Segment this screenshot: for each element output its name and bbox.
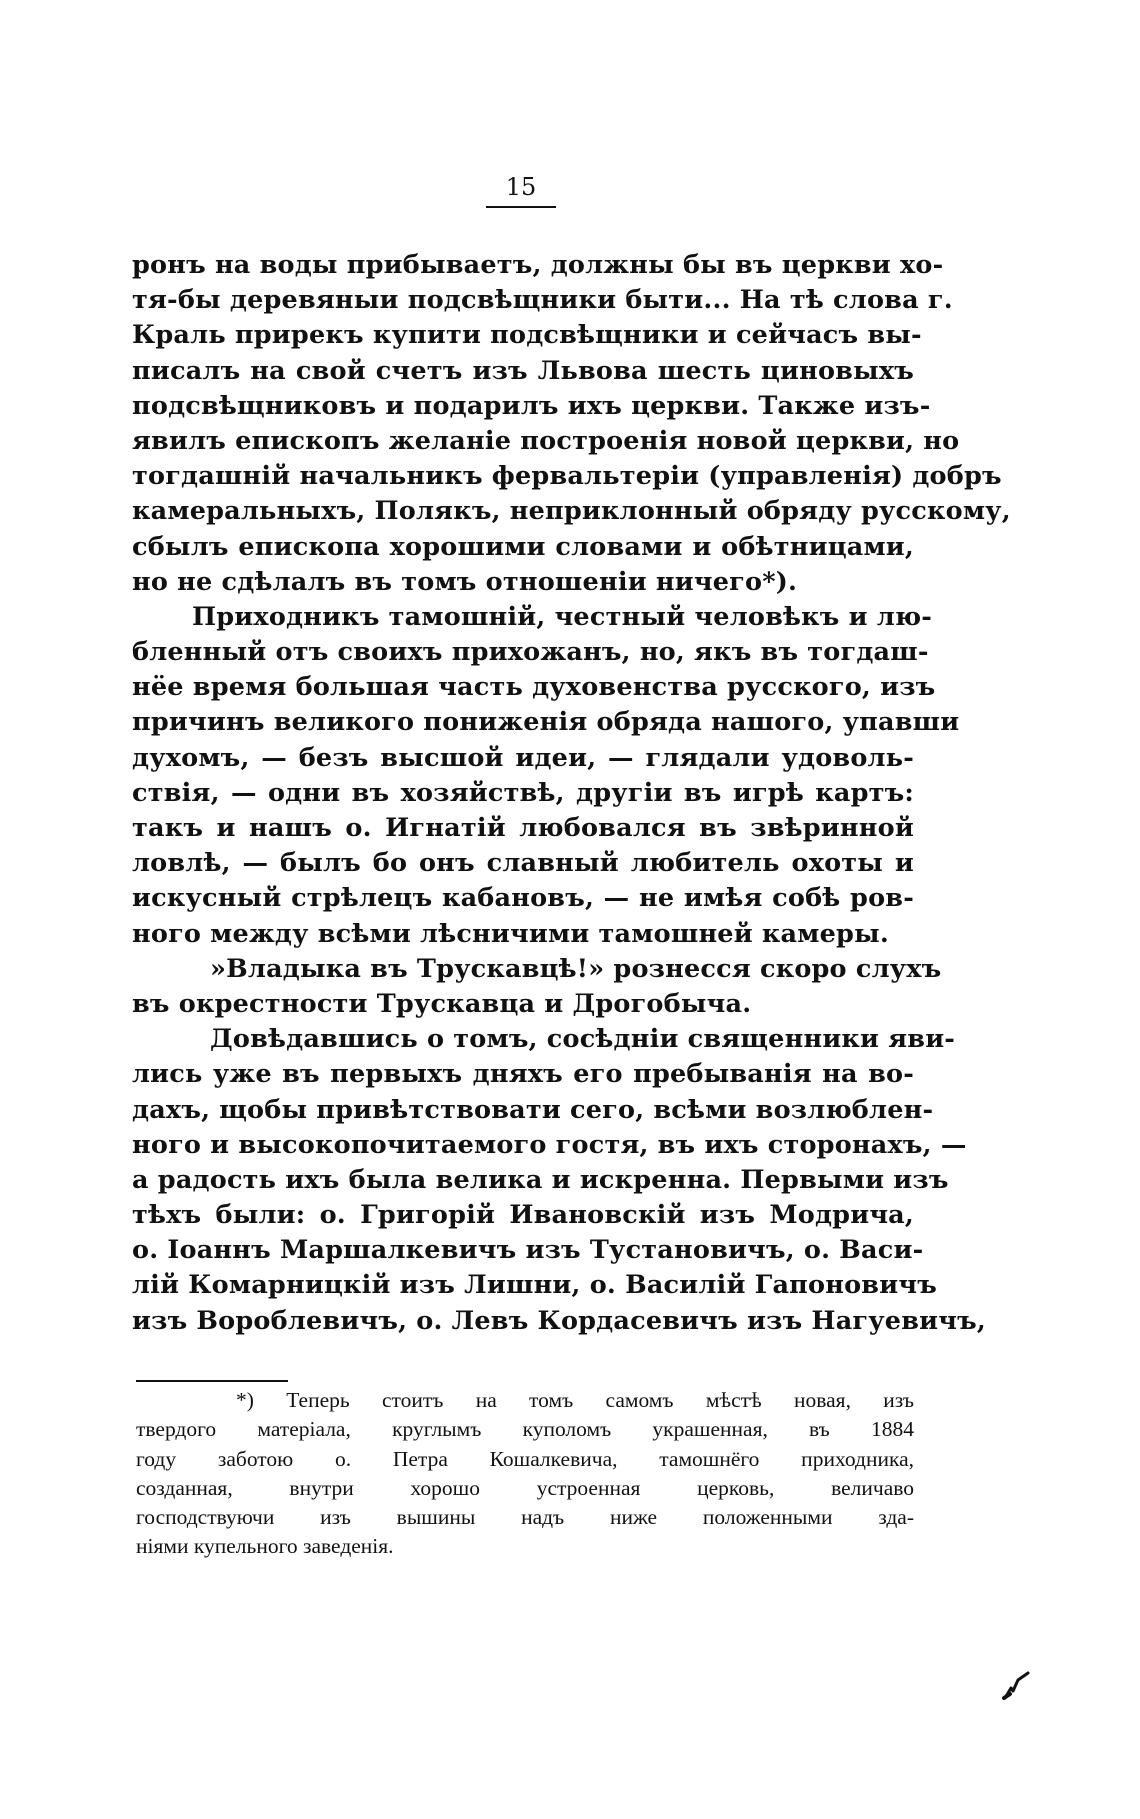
text-line: тогдашній начальникъ фервальтеріи (управленія) добръ xyxy=(132,461,1002,492)
text-line: изъ Вороблевичъ, о. Левъ Кордасевичъ изъ Нагуевичъ, xyxy=(132,1305,986,1336)
text-line: ловлѣ, — былъ бо онъ славный любитель охоты и xyxy=(132,848,914,879)
text-line: дахъ, щобы привѣтствовати сего, всѣми возлюблен- xyxy=(132,1094,934,1125)
text-line: явилъ епископъ желаніе построенія новой церкви, но xyxy=(132,425,960,456)
text-line: ного и высокопочитаемого гостя, въ ихъ сторонахъ, — xyxy=(132,1129,967,1160)
ink-mark-icon xyxy=(1002,1670,1030,1700)
footnote-separator xyxy=(136,1380,288,1382)
text-line: Краль прирекъ купити подсвѣщники и сейчасъ вы- xyxy=(132,320,922,351)
text-line: ронъ на воды прибываетъ, должны бы въ церкви хо- xyxy=(132,250,944,280)
footnote-line: *) Теперь стоитъ на томъ самомъ мѣстѣ новая, изъ xyxy=(236,1388,914,1412)
text-line: духомъ, — безъ высшой идеи, — глядали удоволь- xyxy=(132,742,914,773)
page-number-rule xyxy=(486,206,556,208)
text-line: причинъ великого пониженія обряда нашого, упавши xyxy=(132,707,960,738)
footnote xyxy=(136,1386,914,1562)
footnote-line: ніями купельного заведенія. xyxy=(136,1534,394,1559)
text-line: подсвѣщниковъ и подарилъ ихъ церкви. Также изъ- xyxy=(132,390,931,421)
text-line: бленный отъ своихъ прихожанъ, но, якъ въ тогдаш- xyxy=(132,637,929,668)
footnote-line: году заботою о. Петра Кошалкевича, тамошнёго приходника, xyxy=(136,1446,914,1471)
paragraph-first-line: »Владыка въ Трускавцѣ!» рознесся скоро слухъ xyxy=(210,953,942,984)
text-line: ного между всѣми лѣсничими тамошней камеры. xyxy=(132,918,889,949)
text-line: о. Іоаннъ Маршалкевичъ изъ Тустановичъ, о. Васи- xyxy=(132,1235,924,1266)
text-line: лись уже въ первыхъ дняхъ его пребыванія на во- xyxy=(132,1059,914,1090)
footnote-line: господствуючи изъ вышины надъ ниже положенными зда- xyxy=(136,1505,914,1530)
paragraph-first-line: Приходникъ тамошній, честный человѣкъ и лю- xyxy=(192,601,933,632)
footnote-line: созданная, внутри хорошо устроенная церковь, величаво xyxy=(136,1475,914,1500)
body-text xyxy=(132,248,1011,1339)
text-line: искусный стрѣлецъ кабановъ, — не имѣя собѣ ров- xyxy=(132,883,914,914)
text-line: камеральныхъ, Полякъ, неприклонный обряду русскому, xyxy=(132,496,1011,527)
text-line: тя-бы деревяныи подсвѣщники быти... На тѣ слова г. xyxy=(132,285,953,316)
footnote-line: твердого матеріала, круглымъ куполомъ украшенная, въ 1884 xyxy=(136,1417,914,1442)
text-line: нёе время большая часть духовенства русского, изъ xyxy=(132,672,936,703)
text-line: такъ и нашъ о. Игнатій любовался въ звѣринной xyxy=(132,813,914,843)
text-line: въ окрестности Трускавца и Дрогобыча. xyxy=(132,988,752,1019)
text-line: но не сдѣлалъ въ томъ отношеніи ничего*). xyxy=(132,566,798,597)
text-line: тѣхъ были: о. Григорій Ивановскій изъ Модрича, xyxy=(132,1200,914,1231)
text-line: сбылъ епископа хорошими словами и обѣтницами, xyxy=(132,531,914,562)
text-line: писалъ на свой счетъ изъ Львова шесть циновыхъ xyxy=(132,355,914,386)
page-number: 15 xyxy=(505,173,537,201)
text-line: а радость ихъ была велика и искренна. Первыми изъ xyxy=(132,1164,949,1195)
text-line: ствія, — одни въ хозяйствѣ, другіи въ игрѣ картъ: xyxy=(132,777,914,808)
text-line: лій Комарницкій изъ Лишни, о. Василій Гапоновичъ xyxy=(132,1270,937,1301)
paragraph-first-line: Довѣдавшись о томъ, сосѣдніи священники яви- xyxy=(210,1024,956,1055)
